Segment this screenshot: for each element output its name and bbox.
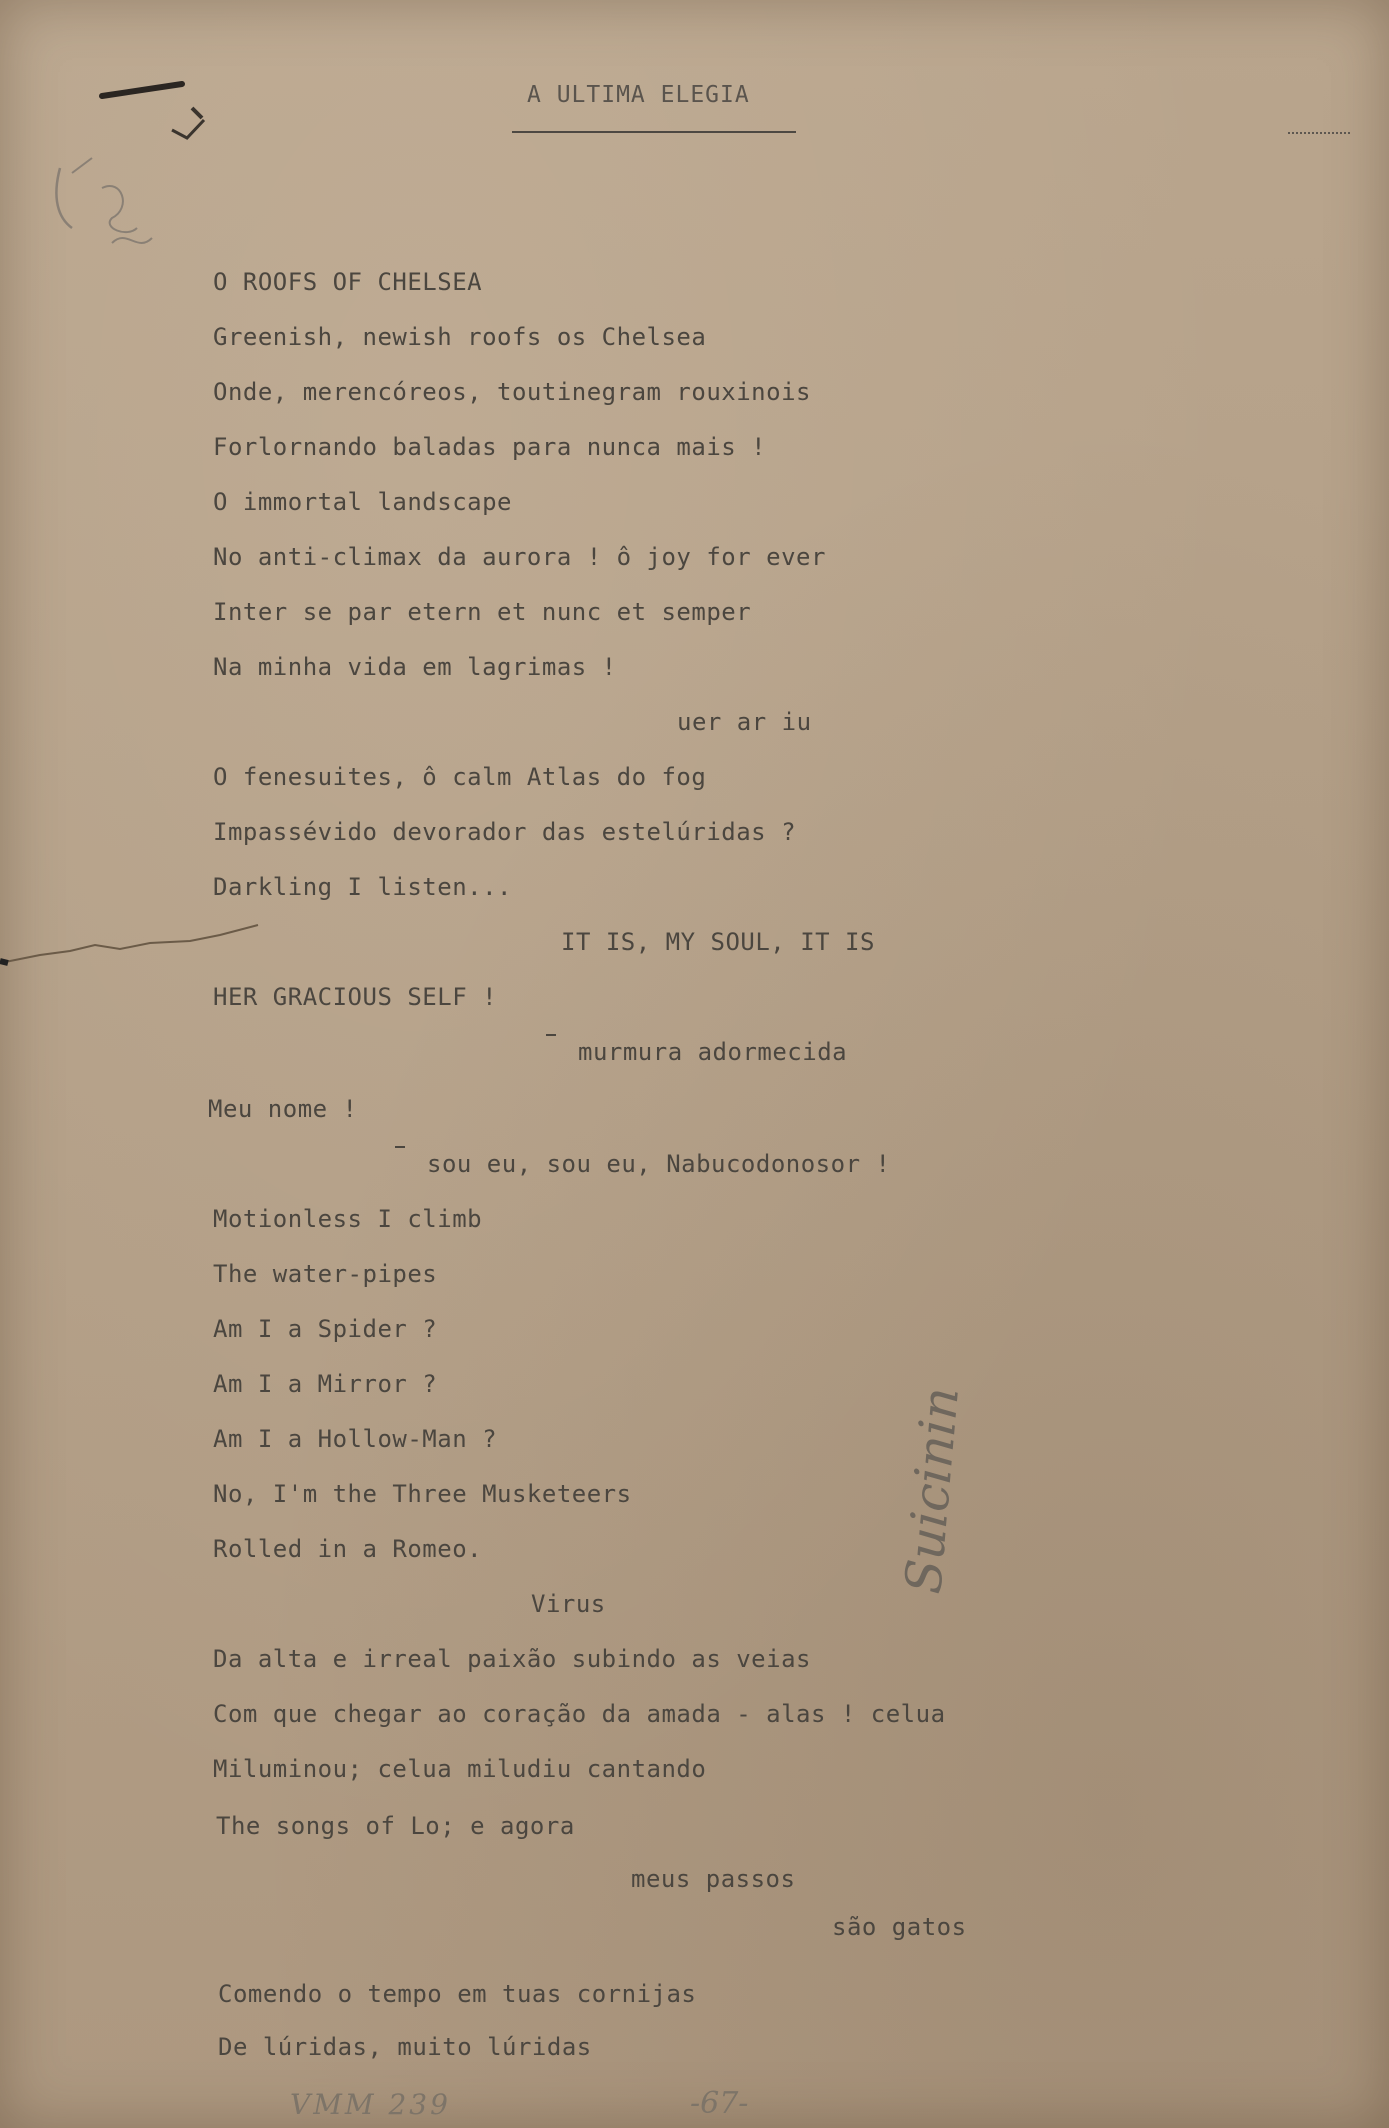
poem-line: HER GRACIOUS SELF ! (213, 983, 498, 1011)
poem-line: Onde, merencóreos, toutinegram rouxinois (213, 378, 811, 406)
poem-line: Forlornando baladas para nunca mais ! (213, 433, 767, 461)
poem-line: Motionless I climb (213, 1205, 483, 1233)
poem-line: O fenesuites, ô calm Atlas do fog (213, 763, 707, 791)
archive-reference: VMM 239 (290, 2088, 451, 2121)
pencil-annotation (870, 1380, 970, 1610)
poem-line: Comendo o tempo em tuas cornijas (218, 1980, 697, 2008)
poem-line: Miluminou; celua miludiu cantando (213, 1755, 707, 1783)
poem-line: são gatos (832, 1913, 967, 1941)
poem-line: O ROOFS OF CHELSEA (213, 268, 483, 296)
dotted-mark (1288, 132, 1350, 136)
dash-mark (546, 1034, 556, 1036)
poem-line: uer ar iu (677, 708, 812, 736)
poem-line: De lúridas, muito lúridas (218, 2033, 592, 2061)
poem-line: Rolled in a Romeo. (213, 1535, 483, 1563)
poem-line: No anti-climax da aurora ! ô joy for ever (213, 543, 826, 571)
pencil-annotation-text: Suicinin (894, 1384, 970, 1597)
poem-line: Am I a Mirror ? (213, 1370, 438, 1398)
page-number: -67- (690, 2086, 749, 2121)
poem-line: The water-pipes (213, 1260, 438, 1288)
poem-line: Darkling I listen... (213, 873, 512, 901)
poem-line: O immortal landscape (213, 488, 512, 516)
poem-line: meus passos (631, 1865, 796, 1893)
poem-line: Am I a Hollow-Man ? (213, 1425, 498, 1453)
poem-title: A ULTIMA ELEGIA (527, 82, 750, 108)
dash-mark (395, 1146, 405, 1148)
poem-line: Da alta e irreal paixão subindo as veias (213, 1645, 811, 1673)
poem-line: sou eu, sou eu, Nabucodonosor ! (427, 1150, 891, 1178)
paper-tear (0, 905, 260, 965)
title-underline (512, 131, 796, 133)
pencil-corner-marks (42, 78, 192, 258)
poem-line: Am I a Spider ? (213, 1315, 438, 1343)
poem-line: Virus (531, 1590, 606, 1618)
poem-line: IT IS, MY SOUL, IT IS (561, 928, 875, 956)
poem-line: Greenish, newish roofs os Chelsea (213, 323, 707, 351)
poem-line: Inter se par etern et nunc et semper (213, 598, 752, 626)
poem-line: Meu nome ! (208, 1095, 358, 1123)
poem-line: murmura adormecida (578, 1038, 848, 1066)
poem-line: Com que chegar ao coração da amada - alas ! celua (213, 1700, 946, 1728)
poem-line: The songs of Lo; e agora (216, 1812, 575, 1840)
poem-line: No, I'm the Three Musketeers (213, 1480, 632, 1508)
poem-line: Na minha vida em lagrimas ! (213, 653, 617, 681)
poem-line: Impassévido devorador das estelúridas ? (213, 818, 797, 846)
